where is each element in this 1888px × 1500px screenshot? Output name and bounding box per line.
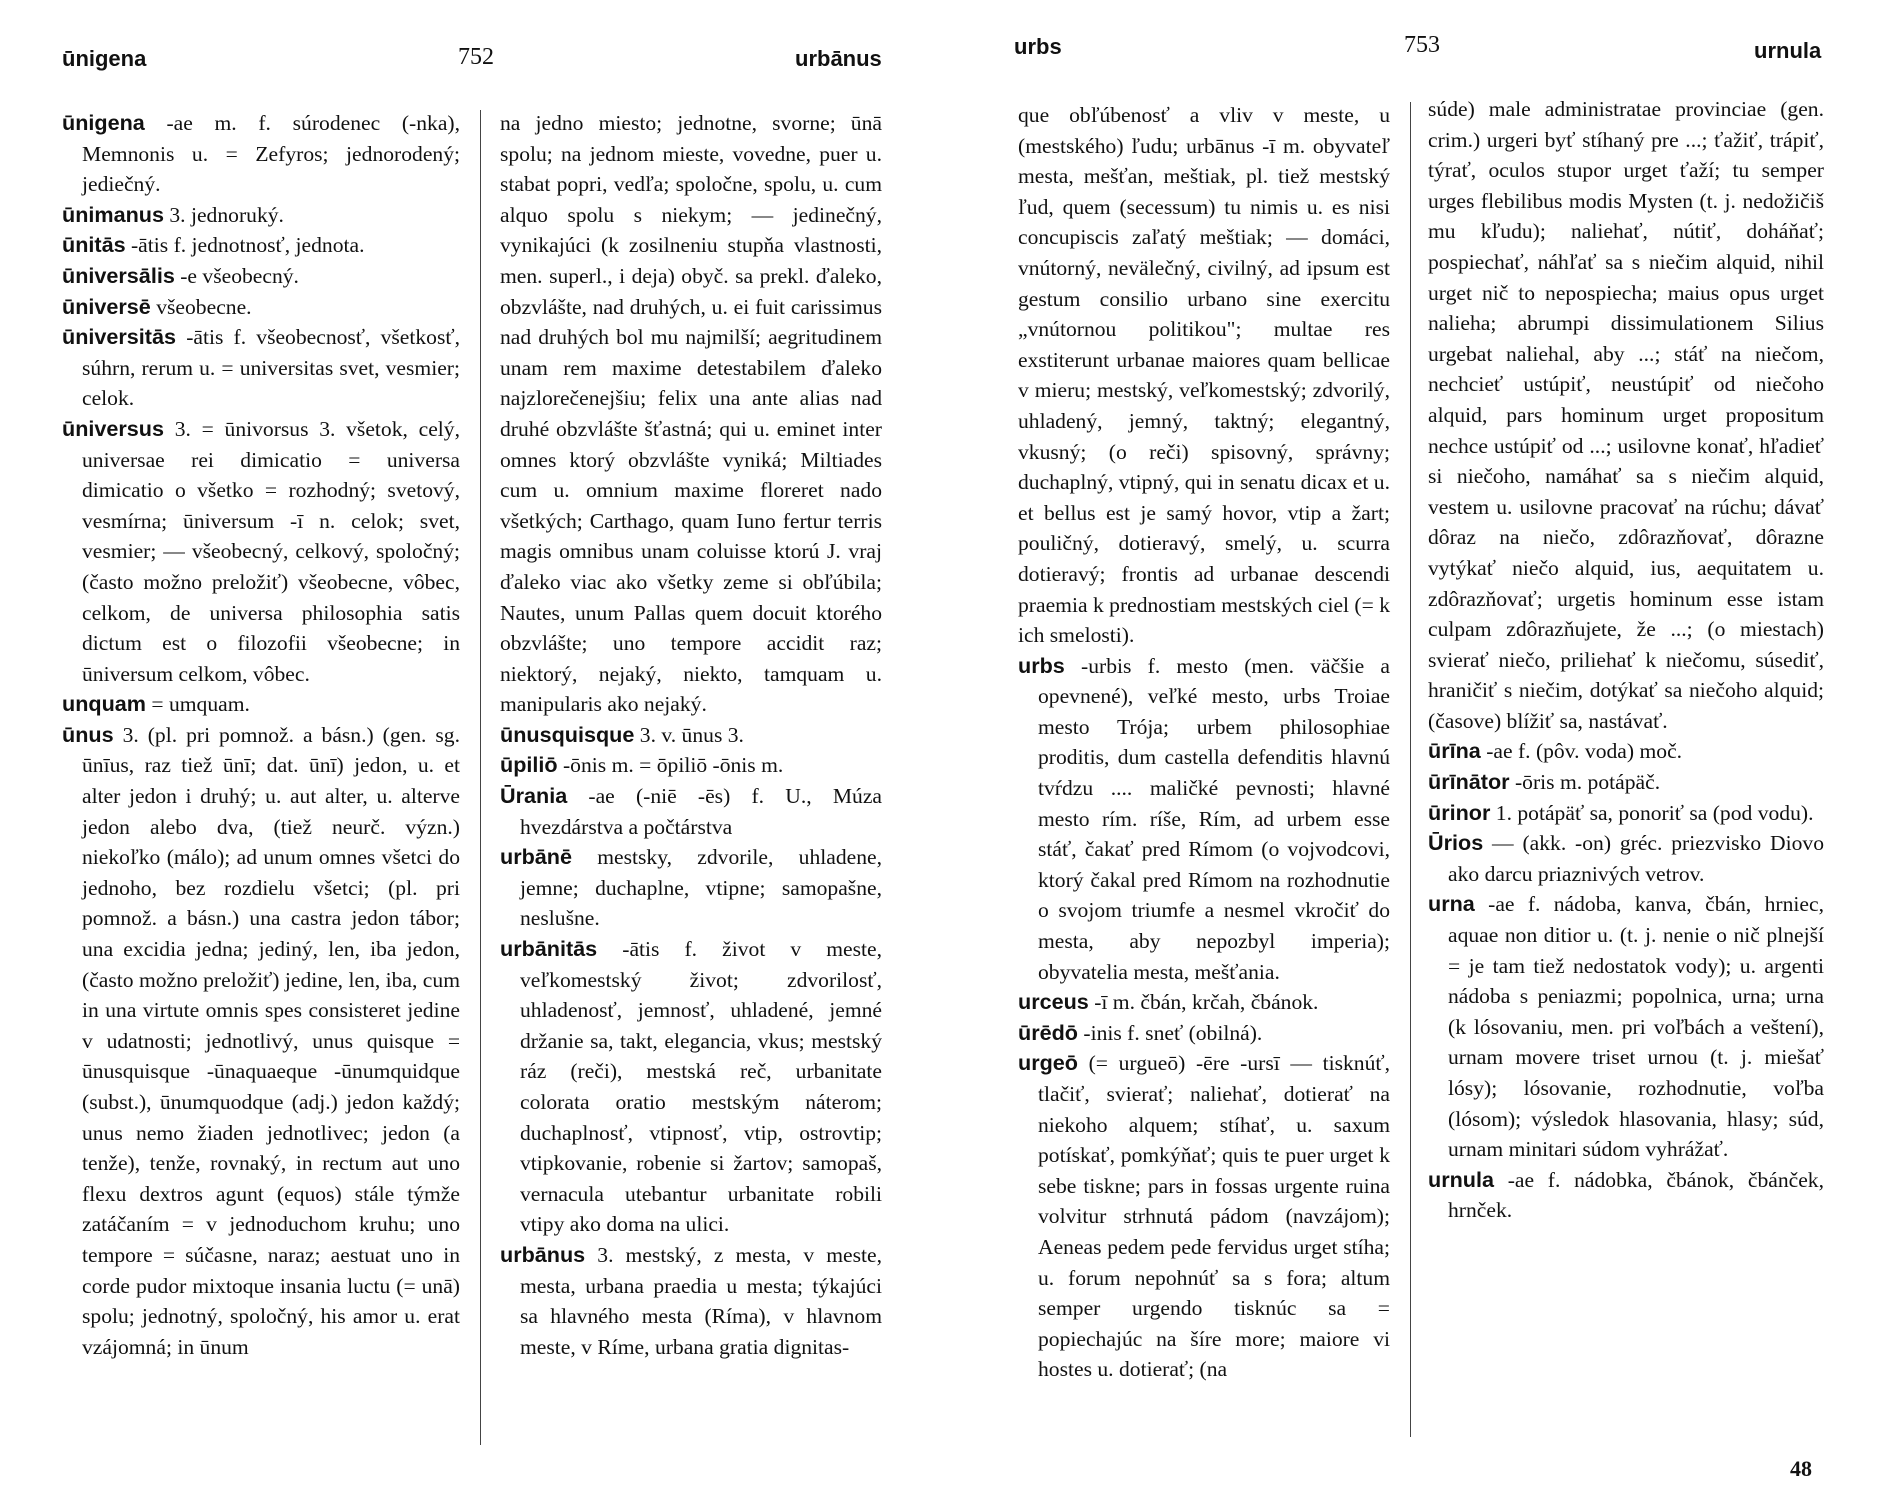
dictionary-entry (62, 230, 460, 261)
left-page-column-1 (62, 108, 460, 1362)
dictionary-entry (62, 689, 460, 720)
entry-headword: ūnusquisque (500, 721, 635, 747)
dictionary-entry (62, 292, 460, 323)
entry-headword: ūniversē (62, 293, 151, 319)
entry-headword: ūnus (62, 721, 114, 747)
entry-text: -ātis f. všeobecnosť, všetkosť, súhrn, rerum u. = universitas svet, vesmier; celok. (82, 325, 460, 411)
header-left-guideword: urbs (1014, 34, 1062, 59)
dictionary-entry (500, 781, 882, 842)
entry-headword: ūnigena (62, 110, 145, 135)
dictionary-entry (1018, 987, 1390, 1018)
entry-text: -ae f. nádobka, čbánok, čbánček, hrnček. (1448, 1167, 1824, 1223)
entry-text: -urbis f. mesto (men. väčšie a opevnené), veľké mesto, urbs Troiae mesto Trója; urbem philosophiae proditis, dum castella defenditis hlavnú tvŕdzu .... maličké pevnosti; hlavné mesto rím. ríše, Rím, ad urbem esse stáť, čakať pred Rímom (o vojvodcovi, ktorý čakal pred Rímom na rozhodnutie o svojom triumfe a nesmel vkročiť do mesta, aby nepozbyl imperia); obyvatelia mesta, mešťania. (1038, 653, 1390, 984)
entry-headword: ūpiliō (500, 752, 558, 778)
column-divider (1410, 102, 1411, 1437)
entry-headword: ūniversitās (62, 324, 177, 350)
entry-text: -ātis f. jednotnosť, jednota. (125, 233, 365, 258)
entry-headword: urna (1428, 891, 1475, 917)
dictionary-entry (1018, 1048, 1390, 1385)
entry-text: que obľúbenosť a vliv v meste, u (mestského) ľudu; urbānus -ī m. obyvateľ mesta, mešťan, meštiak, pl. tiež mestský ľud, quem (secessum) tu nimis u. es nisi concupiscis zaľatý meštiak; — domáci, vnútorný, nevälečný, civilný, ad ipsum est gestum consilio urbano sine exercitu „vnútornou politikou"; multae res exstiterunt urbanae maiores quam bellicae v mieru; mestský, veľkomestský; zdvorilý, uhladený, jemný, taktný; elegantný, vkusný; (o reči) spisovný, správny; duchaplný, vtipný, qui in senatu dicax et u. et bellus est je samý hovor, vtip a žart; pouličný, dotieravý, smelý, u. scurra dotieravý; frontis ad urbanae descendi praemia k prednostiam mestských ciel (= k ich smelosti). (1018, 103, 1390, 648)
right-page (944, 0, 1888, 1500)
entry-text: 3. v. ūnus 3. (634, 722, 744, 747)
entry-headword: ūniversus (62, 415, 165, 441)
entry-text: -e všeobecný. (174, 263, 299, 288)
entry-text: -ae f. nádoba, kanva, čbán, hrniec, aquae non ditior u. (t. j. nenie o nič plnejší = je tam tiež nedostatok vody); u. argenti nádoba s peniazmi; popolnica, urna; urna (k lósovaniu, men. pri voľbách a veštení), urnam movere triset urnou (t. j. miešať lósy); lósovanie, rozhodnutie, voľba (lósom); výsledok hlasovania, hlasy; súd, urnam minitari súdom vyhrážať. (1448, 892, 1824, 1162)
entry-headword: urgeō (1018, 1050, 1078, 1076)
entry-headword: unquam (62, 691, 146, 717)
dictionary-entry (1428, 828, 1824, 889)
entry-text: 3. = ūnivorsus 3. všetok, celý, universae rei dimicatio = universa dimicatio o všetko = rozhodný; svetový, vesmírna; ūniversum -ī n. celok; svet, vesmier; — všeobecný, celkový, spoločný; (často možno preložiť) všeobecne, vôbec, celkom, de universa philosophia satis dictum est o filozofii všeobecne; in ūniversum celkom, vôbec. (82, 416, 460, 686)
column-divider (480, 110, 481, 1445)
entry-text: -inis f. sneť (obilná). (1077, 1020, 1263, 1045)
entry-headword: Ūrania (500, 783, 568, 809)
dictionary-entry (500, 934, 882, 1240)
dictionary-entry (1428, 1165, 1824, 1226)
entry-headword: urceus (1018, 989, 1089, 1015)
entry-text: 3. mestský, z mesta, v meste, mesta, urbana praedia u mesta; týkajúci sa hlavného mesta (Ríma), v hlavnom meste, v Ríme, urbana gratia dignitas- (520, 1242, 882, 1359)
entry-text: = umquam. (145, 692, 250, 717)
header-left-guideword: ūnigena (62, 46, 147, 71)
dictionary-entry (500, 842, 882, 934)
dictionary-entry (1428, 767, 1824, 798)
entry-text: (= urgueō) -ēre -ursī — tisknúť, tlačiť, svierať; naliehať, dotierať na niekoho alquem; stíhať, u. saxum potískať, pomkýňať; quis te puer urget k sebe tiskne; pars in fossas urgente ruina volvitur strhnutá pádom (navzájom); Aeneas pedem pede fervidus urget stíha; u. forum nepohnúť sa s fora; altum semper urgendo tisknúc sa = popiechajúc na šíre more; maiore vi hostes u. dotierať; (na (1038, 1051, 1390, 1382)
entry-headword: urbs (1018, 652, 1065, 678)
entry-headword: ūniversālis (62, 262, 175, 288)
entry-headword: urnula (1428, 1166, 1494, 1192)
left-page-column-2 (500, 108, 882, 1362)
right-page-column-1 (1018, 100, 1390, 1385)
entry-headword: ūrēdō (1018, 1019, 1078, 1045)
folio-number: 48 (1790, 1456, 1812, 1481)
entry-text: -ae f. (pôv. voda) moč. (1480, 739, 1683, 764)
header-right-guideword: urnula (1754, 38, 1822, 63)
dictionary-entry (62, 720, 460, 1362)
dictionary-entry (1428, 736, 1824, 767)
header-right-guideword: urbānus (795, 46, 882, 71)
entry-text: mestsky, zdvorile, uhladene, jemne; duchaplne, vtipne; samopašne, neslušne. (520, 845, 882, 931)
entry-text: 3. jednoruký. (163, 202, 284, 227)
entry-headword: ūrīnātor (1428, 769, 1510, 795)
dictionary-entry (500, 750, 882, 781)
entry-headword: ūnimanus (62, 201, 164, 227)
entry-text: -ātis f. život v meste, veľkomestský život; zdvorilosť, uhladenosť, jemnosť, uhladené, jemné držanie sa, takt, elegancia, vkus; mestský ráz (reči), mestská reč, urbanitate colorata oratio mestským náterom; duchaplnosť, vtipnosť, vtip, ostrovtip; vtipkovanie, robenie si žartov; samopaš, vernacula utebantur urbanitate robili vtipy ako doma na ulici. (520, 937, 882, 1237)
dictionary-entry (500, 720, 882, 751)
dictionary-entry (62, 322, 460, 414)
entry-headword: Ūrios (1428, 830, 1484, 856)
entry-text: -ōnis m. = ōpiliō -ōnis m. (557, 753, 784, 778)
dictionary-entry (62, 414, 460, 689)
entry-text: 1. potápäť sa, ponoriť sa (pod vodu). (1490, 800, 1814, 825)
entry-headword: urbānus (500, 1241, 586, 1267)
entry-text: všeobecne. (150, 294, 252, 319)
dictionary-entry (500, 108, 882, 720)
dictionary-entry (1018, 100, 1390, 651)
dictionary-entry (1428, 94, 1824, 736)
dictionary-entry (62, 108, 460, 200)
entry-text: súde) male administratae provinciae (gen. crim.) urgeri byť stíhaný pre ...; ťažiť, trápiť, týrať, oculos stupor urget ťaží; tu semper urges flebilibus modis Mysten (t. j. nedožičiš mu kľudu); naliehať, nútiť, doháňať; pospiechať, náhľať sa s niečim alquid, nihil urget nič to nepospiecha; maius opus urget nalieha; abrumpi dissimulationem Silius urgebat naliehal, aby ...; stáť na niečom, nechcieť ustúpiť, neustúpiť od niečoho alquid, pars hominum urget propositum nechce ustúpiť od ...; usilovne konať, hľadieť si niečoho, namáhať sa s niečim alquid, vestem u. usilovne pracovať na rúchu; dávať dôraz na niečo, zdôrazňovať, dôrazne vytýkať niečo alquid, ius, aequitatem u. zdôrazňovať; urgetis hominum esse istam culpam zdôrazňujete, že ...; (o miestach) svierať niečo, priliehať k niečomu, súsediť, hraničiť s niečim, dotýkať sa niečoho alquid; (časove) blížiť sa, nastávať. (1428, 97, 1824, 733)
page-number: 753 (1404, 32, 1440, 58)
entry-headword: urbānē (500, 844, 572, 870)
entry-headword: ūnitās (62, 232, 126, 258)
entry-text: na jedno miesto; jednotne, svorne; ūnā spolu; na jednom mieste, vovedne, puer u. stabat popri, vedľa; spoločne, spolu, u. cum alquo spolu s niekym; — jedinečný, vynikajúci (k zosilneniu stupňa vlastnosti, men. superl., i deja) obyč. sa prekl. ďaleko, obzvlášte, nad druhých, u. ei fuit carissimus nad druhých bol mu najmilší; aegritudinem unam rem maxime detestabilem ďaleko najzlorečenejšiu; felix una ante alias nad druhé obzvlášte šťastná; qui u. eminet inter omnes ktorý obzvlášte vyniká; Miltiades cum u. omnium maxime floreret nado všetkých; Carthago, quam Iuno fertur terris magis omnibus unam coluisse ktorú J. vraj ďaleko viac ako všetky zeme si obľúbila; Nautes, unum Pallas quem docuit ktorého obzvlášte; uno tempore accidit raz; niektorý, nejaký, niekto, tamquam u. manipularis ako nejaký. (500, 111, 882, 717)
dictionary-entry (500, 1240, 882, 1362)
dictionary-entry (1018, 1018, 1390, 1049)
dictionary-entry (1018, 651, 1390, 988)
entry-headword: ūrīna (1428, 738, 1481, 764)
page-number: 752 (458, 44, 494, 70)
dictionary-entry (1428, 889, 1824, 1164)
entry-text: 3. (pl. pri pomnož. a básn.) (gen. sg. ūnīus, raz tiež ūnī; dat. ūnī) jedon, u. et alter jedon i druhý; u. aut alter, u. alterve jedon alebo dva, (tiež neurč. význ.) niekoľko (málo); ad unum omnes všetci do jednoho, bez rozdielu všetci; (pl. pri pomnož. a básn.) una castra jedon tábor; una excidia jedna; jediný, len, iba jedon, (často možno preložiť) jedine, len, iba, cum in una virtute omnis spes consisteret jedine v udatnosti; jednotlivý, unus quisque = ūnusquisque -ūnaquaeque -ūnumquidque (subst.), ūnumquodque (adj.) jedon každý; unus nemo žiaden jednotlivec; jedon (a tenže), tenže, rovnaký, in rectum aut uno flexu dextros agunt (equos) stále týmže zatáčaním = v jednoduchom kruhu; uno tempore = súčasne, naraz; aestuat uno in corde pudor mixtoque insania luctu (= unā) spolu; jednotný, spoločný, his amor u. erat vzájomná; in ūnum (82, 722, 460, 1359)
dictionary-entry (62, 200, 460, 231)
dictionary-entry (1428, 798, 1824, 829)
entry-headword: urbānitās (500, 936, 598, 962)
dictionary-entry (62, 261, 460, 292)
entry-text: -ī m. čbán, krčah, čbánok. (1088, 990, 1319, 1015)
right-page-column-2 (1428, 94, 1824, 1226)
entry-text: -ōris m. potápäč. (1509, 770, 1661, 795)
entry-text: -ae m. f. súrodenec (-nka), Memnonis u. = Zefyros; jednorodený; jediečný. (82, 111, 460, 197)
entry-text: -ae (-niē -ēs) f. U., Múza hvezdárstva a počtárstva (520, 784, 882, 839)
entry-headword: ūrinor (1428, 799, 1491, 825)
entry-text: — (akk. -on) gréc. priezvisko Diovo ako darcu priaznivých vetrov. (1448, 831, 1824, 886)
